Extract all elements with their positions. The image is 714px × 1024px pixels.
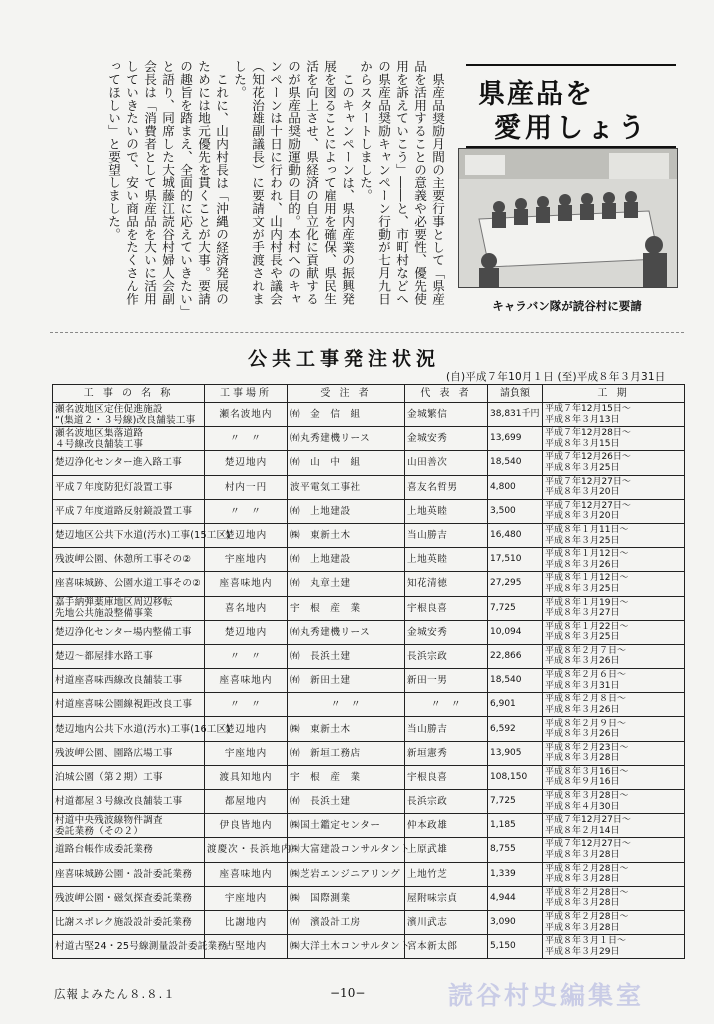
row-place-cell: 都屋地内 [205, 790, 288, 814]
table-row [53, 669, 685, 693]
row-amount-cell: 13,905 [488, 741, 543, 765]
table-row [53, 620, 685, 644]
row-rep-cell: 上地英睦 [405, 548, 488, 572]
row-amount-cell: 17,510 [488, 548, 543, 572]
row-client-cell: ㈱ 東新土木 [288, 717, 405, 741]
row-rep-cell: 山田善次 [405, 451, 488, 475]
row-client-cell: ㈲ 山 中 組 [288, 451, 405, 475]
row-place-cell: 渡具知地内 [205, 765, 288, 789]
row-period-cell: 平成８年１月11日〜 平成８年３月25日 [543, 523, 685, 547]
table-row [53, 741, 685, 765]
table-row [53, 838, 685, 862]
row-client-cell: ㈱大富建設コンサルタント [288, 838, 405, 862]
row-amount-cell: 6,592 [488, 717, 543, 741]
row-name-cell: 残波岬公園、園路広場工事 [53, 741, 205, 765]
row-place-cell: 座喜味地内 [205, 862, 288, 886]
row-name-cell: 残波岬公園、休憩所工事その② [53, 548, 205, 572]
row-amount-cell: 38,831千円 [488, 403, 543, 427]
table-row [53, 427, 685, 451]
row-place-cell: 〃 〃 [205, 499, 288, 523]
row-client-cell: ㈱大洋土木コンサルタント [288, 935, 405, 959]
row-amount-cell: 3,500 [488, 499, 543, 523]
row-period-cell: 平成８年３月28日〜 平成８年４月30日 [543, 790, 685, 814]
row-name-cell: 楚辺〜都屋排水路工事 [53, 644, 205, 668]
row-period-cell: 平成８年１月12日〜 平成８年３月26日 [543, 548, 685, 572]
row-client-cell: ㈲丸秀建機リース [288, 427, 405, 451]
row-period-cell: 平成８年１月22日〜 平成８年３月25日 [543, 620, 685, 644]
table-row [53, 814, 685, 838]
meeting-photo [458, 148, 678, 288]
row-name-cell: 瀬名波地区定住促進施設 “(集道２・３号線)改良舗装工事 [53, 403, 205, 427]
row-rep-cell: 長浜宗政 [405, 790, 488, 814]
row-name-cell: 村道都屋３号線改良舗装工事 [53, 790, 205, 814]
table-row [53, 693, 685, 717]
header-period: 工 期 [543, 385, 685, 403]
row-period-cell: 平成７年12月28日〜 平成８年３月15日 [543, 427, 685, 451]
row-period-cell: 平成８年１月19日〜 平成８年３月27日 [543, 596, 685, 620]
row-amount-cell: 18,540 [488, 451, 543, 475]
row-name-cell: 楚辺浄化センター進入路工事 [53, 451, 205, 475]
row-name-cell: 座喜味城跡公園・設計委託業務 [53, 862, 205, 886]
row-client-cell: ㈱国土鑑定センター [288, 814, 405, 838]
row-period-cell: 平成８年２月６日〜 平成８年３月31日 [543, 669, 685, 693]
row-amount-cell: 7,725 [488, 596, 543, 620]
row-place-cell: 瀬名波地内 [205, 403, 288, 427]
table-row [53, 935, 685, 959]
row-amount-cell: 5,150 [488, 935, 543, 959]
row-rep-cell: 新垣憲秀 [405, 741, 488, 765]
row-place-cell: 喜名地内 [205, 596, 288, 620]
row-place-cell: 〃 〃 [205, 693, 288, 717]
row-rep-cell: 金城安秀 [405, 620, 488, 644]
row-rep-cell: 長浜宗政 [405, 644, 488, 668]
watermark: 読谷村史編集室 [448, 981, 645, 1010]
article-paragraph: これに、山内村長は「沖縄の経済発展のためには地元優先を貫くことが大事。要請の趣旨を踏まえ、全面的に応えていきたい」と語り、同席した大城藤江読谷村婦人会副会長は「消費者として県産品を大いに活用していきたいので、安い商品をたくさん作ってほしい」と要望しました。 [106, 60, 229, 312]
feature-title-line1: 県産品を [478, 79, 594, 110]
row-place-cell: 宇座地内 [205, 886, 288, 910]
row-rep-cell: 当山勝吉 [405, 717, 488, 741]
row-amount-cell: 4,800 [488, 475, 543, 499]
feature-box [458, 60, 680, 320]
table-row [53, 862, 685, 886]
row-amount-cell: 18,540 [488, 669, 543, 693]
table-row [53, 910, 685, 934]
issue-label: 広報よみたん８.８.１ [54, 987, 176, 1001]
header-client: 受 注 者 [288, 385, 405, 403]
row-amount-cell: 10,094 [488, 620, 543, 644]
row-amount-cell: 27,295 [488, 572, 543, 596]
section-divider [50, 332, 684, 333]
row-rep-cell: 喜友名哲男 [405, 475, 488, 499]
row-client-cell: ㈲ 丸章土建 [288, 572, 405, 596]
row-period-cell: 平成８年２月９日〜 平成８年３月26日 [543, 717, 685, 741]
feature-title-line2: 愛用しょう [494, 113, 649, 144]
table-row [53, 523, 685, 547]
row-rep-cell: 仲本政雄 [405, 814, 488, 838]
row-period-cell: 平成８年２月８日〜 平成８年３月26日 [543, 693, 685, 717]
row-name-cell: 平成７年度防犯灯設置工事 [53, 475, 205, 499]
header-place: 工事場所 [205, 385, 288, 403]
header-amount: 請負額 [488, 385, 543, 403]
row-client-cell: ㈲ 上地建設 [288, 548, 405, 572]
article-paragraph: このキャンペーンは、県内産業の振興発展を図ることによって雇用を確保、県民生活を向上させ、県経済の自立化に貢献するのが県産品奨励運動の目的。本村へのキャンペーンは十日に行われ、山内村長や議会（知花治雄副議長）に要請文が手渡されました。 [232, 60, 355, 306]
row-period-cell: 平成７年12月27日〜 平成８年２月14日 [543, 814, 685, 838]
header-name: 工 事 の 名 称 [53, 385, 205, 403]
row-period-cell: 平成８年３月16日〜 平成８年９月16日 [543, 765, 685, 789]
row-client-cell: ㈲ 新垣工務店 [288, 741, 405, 765]
row-client-cell: ㈲ 長浜土建 [288, 644, 405, 668]
row-period-cell: 平成８年２月７日〜 平成８年３月26日 [543, 644, 685, 668]
row-place-cell: 〃 〃 [205, 644, 288, 668]
row-place-cell: 楚辺地内 [205, 717, 288, 741]
row-name-cell: 嘉手納弾薬庫地区周辺移転 先地公共施設整備事業 [53, 596, 205, 620]
row-client-cell: ㈲丸秀建機リース [288, 620, 405, 644]
meeting-photo-image [459, 149, 677, 287]
header-rep: 代 表 者 [405, 385, 488, 403]
row-client-cell: ㈱芝岩エンジニアリング [288, 862, 405, 886]
row-client-cell: ㈲ 上地建設 [288, 499, 405, 523]
row-amount-cell: 3,090 [488, 910, 543, 934]
row-period-cell: 平成７年12月15日〜 平成８年３月13日 [543, 403, 685, 427]
row-place-cell: 楚辺地内 [205, 620, 288, 644]
table-row [53, 886, 685, 910]
row-period-cell: 平成８年２月28日〜 平成８年３月28日 [543, 886, 685, 910]
row-rep-cell: 知花清徳 [405, 572, 488, 596]
row-rep-cell: 屋附味宗貞 [405, 886, 488, 910]
row-amount-cell: 7,725 [488, 790, 543, 814]
table-header-row [53, 385, 685, 403]
row-rep-cell: 上地竹芝 [405, 862, 488, 886]
row-amount-cell: 16,480 [488, 523, 543, 547]
feature-title [466, 64, 676, 148]
row-name-cell: 村道座喜味西線改良舗装工事 [53, 669, 205, 693]
table-row [53, 644, 685, 668]
page-number: −10− [330, 986, 366, 1000]
row-period-cell: 平成７年12月27日〜 平成８年３月20日 [543, 475, 685, 499]
row-place-cell: 楚辺地内 [205, 451, 288, 475]
row-place-cell: 座喜味地内 [205, 669, 288, 693]
row-client-cell: 宇 根 産 業 [288, 765, 405, 789]
row-rep-cell: 宮本新太郎 [405, 935, 488, 959]
row-amount-cell: 6,901 [488, 693, 543, 717]
row-rep-cell: 〃 〃 [405, 693, 488, 717]
table-row [53, 451, 685, 475]
row-rep-cell: 宇根良喜 [405, 765, 488, 789]
row-place-cell: 比謝地内 [205, 910, 288, 934]
row-place-cell: 伊良皆地内 [205, 814, 288, 838]
article-body [60, 60, 446, 312]
row-rep-cell: 宇根良喜 [405, 596, 488, 620]
row-period-cell: 平成８年２月23日〜 平成８年３月28日 [543, 741, 685, 765]
row-place-cell: 宇座地内 [205, 548, 288, 572]
row-amount-cell: 108,150 [488, 765, 543, 789]
section-title: 公共工事発注状況 [248, 348, 441, 370]
row-period-cell: 平成８年３月１日〜 平成８年３月29日 [543, 935, 685, 959]
row-rep-cell: 当山勝吉 [405, 523, 488, 547]
row-place-cell: 渡慶次・長浜地内 [205, 838, 288, 862]
table-row [53, 596, 685, 620]
row-period-cell: 平成７年12月27日〜 平成８年３月20日 [543, 499, 685, 523]
row-place-cell: 座喜味地内 [205, 572, 288, 596]
row-place-cell: 村内一円 [205, 475, 288, 499]
article-paragraph: 県産品奨励月間の主要行事として「県産品を活用することの意義や必要性、優先使用を訴えていこう」――と、市町村などへの県産品奨励キャンペーン行動が七月九日からスタートしました。 [358, 60, 445, 306]
row-period-cell: 平成７年12月26日〜 平成８年３月25日 [543, 451, 685, 475]
row-name-cell: 村道古堅24・25号線測量設計委託業務 [53, 935, 205, 959]
row-name-cell: 道路台帳作成委託業務 [53, 838, 205, 862]
table-row [53, 499, 685, 523]
row-rep-cell: 新田一男 [405, 669, 488, 693]
row-amount-cell: 1,185 [488, 814, 543, 838]
row-name-cell: 村道中央残波線物件調査 委託業務（その２） [53, 814, 205, 838]
row-client-cell: 波平電気工事社 [288, 475, 405, 499]
row-client-cell: 〃 〃 [288, 693, 405, 717]
table-row [53, 548, 685, 572]
row-name-cell: 楚辺浄化センター場内整備工事 [53, 620, 205, 644]
row-rep-cell: 金城繁信 [405, 403, 488, 427]
row-client-cell: ㈲ 濱設計工房 [288, 910, 405, 934]
row-client-cell: ㈲ 金 信 組 [288, 403, 405, 427]
table-row [53, 717, 685, 741]
table-body [53, 403, 685, 959]
row-name-cell: 泊城公園（第２期）工事 [53, 765, 205, 789]
row-name-cell: 瀬名波地区集落道路 ４号線改良舗装工事 [53, 427, 205, 451]
row-client-cell: ㈱ 東新土木 [288, 523, 405, 547]
row-amount-cell: 13,699 [488, 427, 543, 451]
section-period: (自)平成７年10月１日 (至)平成８年３月31日 [446, 371, 666, 383]
table-row [53, 475, 685, 499]
row-rep-cell: 濱川武志 [405, 910, 488, 934]
row-name-cell: 比謝スポレク施設設計委託業務 [53, 910, 205, 934]
row-client-cell: ㈲ 新田土建 [288, 669, 405, 693]
row-period-cell: 平成８年２月28日〜 平成８年３月28日 [543, 862, 685, 886]
row-place-cell: 古堅地内 [205, 935, 288, 959]
row-amount-cell: 1,339 [488, 862, 543, 886]
row-place-cell: 宇座地内 [205, 741, 288, 765]
row-amount-cell: 8,755 [488, 838, 543, 862]
row-client-cell: 宇 根 産 業 [288, 596, 405, 620]
row-period-cell: 平成８年１月12日〜 平成８年３月25日 [543, 572, 685, 596]
row-period-cell: 平成８年２月28日〜 平成８年３月28日 [543, 910, 685, 934]
photo-caption: キャラバン隊が読谷村に要請 [492, 299, 642, 313]
row-name-cell: 平成７年度道路反射鏡設置工事 [53, 499, 205, 523]
table-row [53, 572, 685, 596]
row-client-cell: ㈱ 国際測業 [288, 886, 405, 910]
table-row [53, 765, 685, 789]
row-place-cell: 楚辺地内 [205, 523, 288, 547]
row-rep-cell: 金城安秀 [405, 427, 488, 451]
row-rep-cell: 上原武雄 [405, 838, 488, 862]
row-rep-cell: 上地英睦 [405, 499, 488, 523]
row-amount-cell: 22,866 [488, 644, 543, 668]
public-works-table [52, 384, 685, 959]
table-row [53, 790, 685, 814]
row-place-cell: 〃 〃 [205, 427, 288, 451]
row-amount-cell: 4,944 [488, 886, 543, 910]
row-client-cell: ㈲ 長浜土建 [288, 790, 405, 814]
row-name-cell: 楚辺地区公共下水道(汚水)工事(15工区) [53, 523, 205, 547]
row-name-cell: 楚辺地内公共下水道(汚水)工事(16工区) [53, 717, 205, 741]
row-name-cell: 村道座喜味公園線視距改良工事 [53, 693, 205, 717]
row-name-cell: 残波岬公園・磁気探査委託業務 [53, 886, 205, 910]
row-name-cell: 座喜味城跡、公園水道工事その② [53, 572, 205, 596]
table-row [53, 403, 685, 427]
row-period-cell: 平成７年12月27日〜 平成８年３月28日 [543, 838, 685, 862]
